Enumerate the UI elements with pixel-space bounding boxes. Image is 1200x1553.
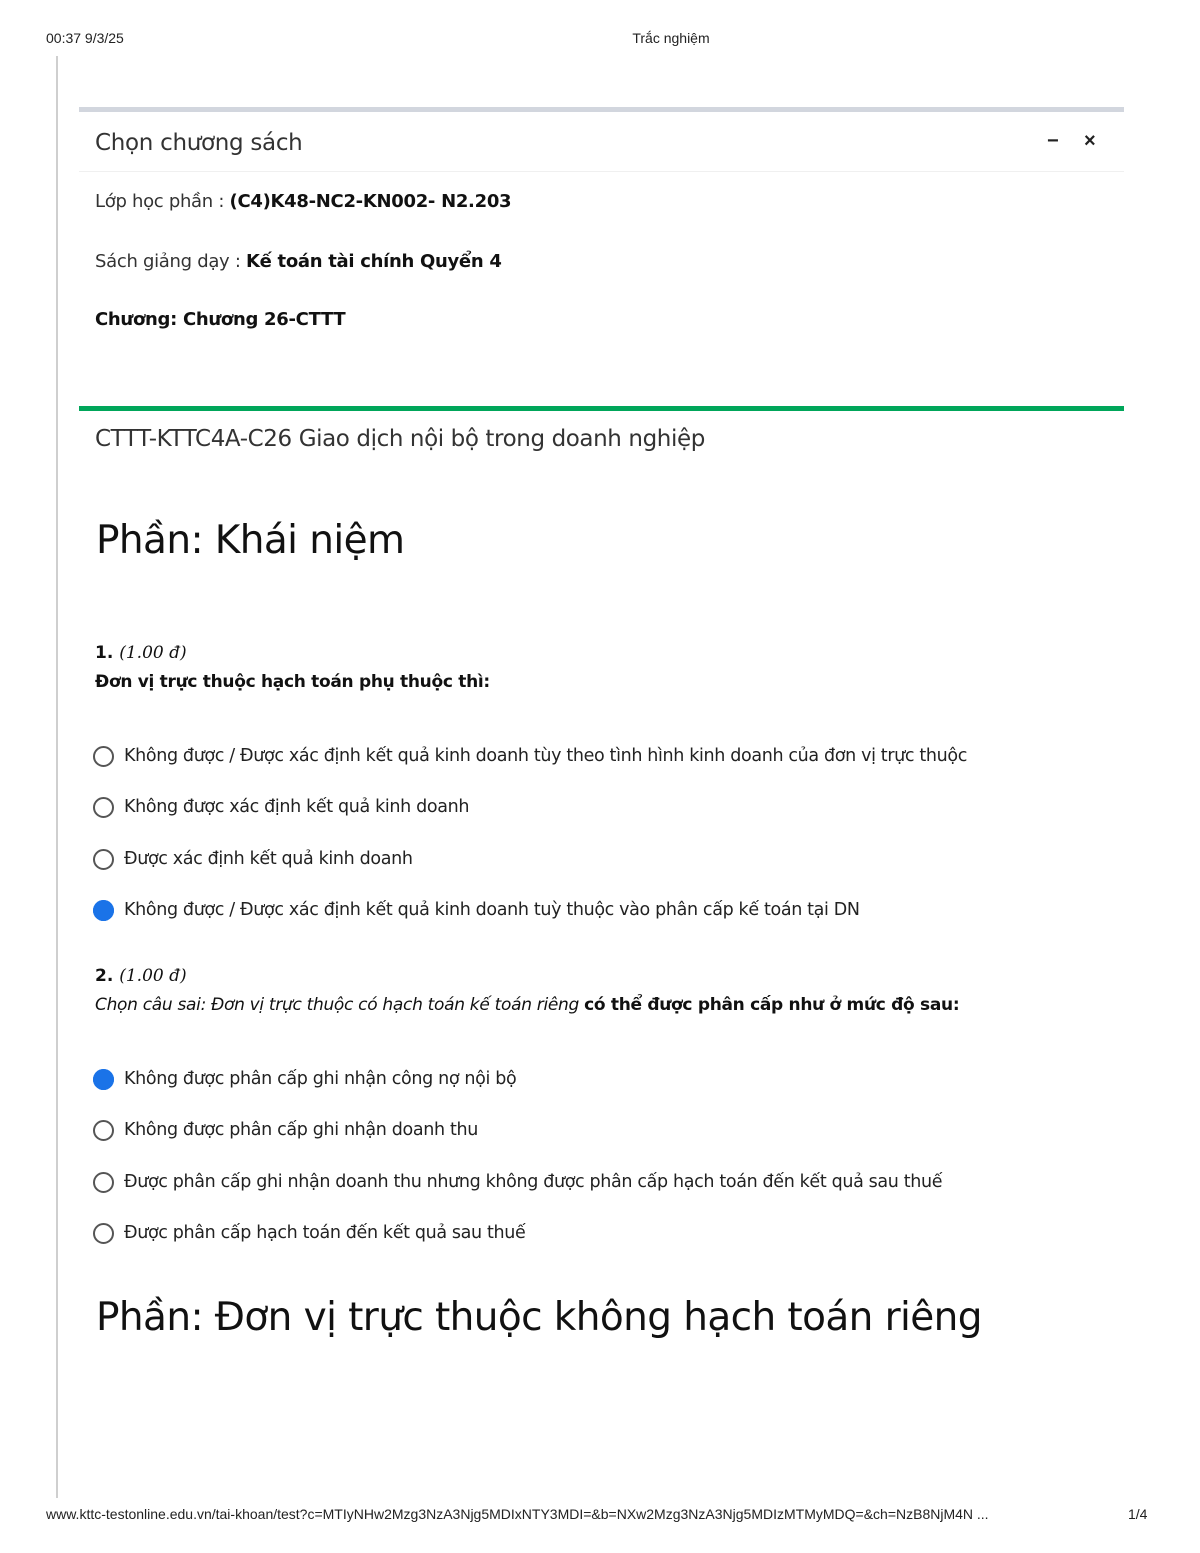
question-points: (1.00 đ) xyxy=(119,966,187,986)
left-border-line xyxy=(56,56,58,1498)
answer-label[interactable]: Được phân cấp ghi nhận doanh thu nhưng không được phân cấp hạch toán đến kết quả sau thuế xyxy=(124,1172,943,1192)
box-title: Chọn chương sách xyxy=(95,130,303,156)
page-number: 1/4 xyxy=(1128,1506,1148,1522)
answer-option[interactable] xyxy=(93,1118,478,1142)
box-header xyxy=(79,112,1124,172)
minimize-icon[interactable]: − xyxy=(1047,130,1059,152)
answer-label[interactable]: Được xác định kết quả kinh doanh xyxy=(124,849,413,869)
exam-box xyxy=(79,406,1124,452)
page-url: www.kttc-testonline.edu.vn/tai-khoan/test?c=MTIyNHw2Mzg3NzA3Njg5MDIxNTY3MDI=&b=NXw2Mzg3NzA3Njg5MDIzMTMyMDQ=&ch=NzB8NjM4N ... xyxy=(46,1506,989,1522)
radio-button[interactable] xyxy=(93,849,114,870)
book-label: Sách giảng dạy : xyxy=(95,251,247,272)
book-value: Kế toán tài chính Quyển 4 xyxy=(246,251,502,272)
close-icon[interactable]: × xyxy=(1084,130,1096,152)
print-footer xyxy=(0,1506,1200,1526)
class-info xyxy=(95,191,511,212)
question-text-bold: có thể được phân cấp như ở mức độ sau: xyxy=(584,995,960,1015)
radio-button[interactable] xyxy=(93,900,114,921)
answer-label[interactable]: Không được phân cấp ghi nhận doanh thu xyxy=(124,1120,478,1140)
answer-label[interactable]: Không được / Được xác định kết quả kinh doanh tùy theo tình hình kinh doanh của đơn vị trực thuộc xyxy=(124,746,968,766)
answer-option[interactable] xyxy=(93,1170,942,1194)
answer-option[interactable] xyxy=(93,744,967,768)
radio-button[interactable] xyxy=(93,1120,114,1141)
radio-button[interactable] xyxy=(93,1172,114,1193)
radio-button[interactable] xyxy=(93,1223,114,1244)
answer-option[interactable] xyxy=(93,1067,516,1091)
print-header xyxy=(0,30,1200,50)
chapter-select-box xyxy=(79,107,1124,330)
question-text: Đơn vị trực thuộc hạch toán phụ thuộc thì: xyxy=(95,672,490,692)
chapter-info xyxy=(95,309,345,330)
question-points: (1.00 đ) xyxy=(119,643,187,663)
book-info xyxy=(95,251,502,272)
answer-label[interactable]: Không được phân cấp ghi nhận công nợ nội bộ xyxy=(124,1069,517,1089)
question-text-italic: Chọn câu sai: Đơn vị trực thuộc có hạch toán kế toán riêng xyxy=(95,995,585,1015)
chapter-value: Chương 26-CTTT xyxy=(182,309,346,330)
answer-label[interactable]: Không được / Được xác định kết quả kinh doanh tuỳ thuộc vào phân cấp kế toán tại DN xyxy=(124,900,860,920)
exam-top-border xyxy=(79,406,1124,411)
print-timestamp: 00:37 9/3/25 xyxy=(46,30,124,46)
answer-option[interactable] xyxy=(93,1221,525,1245)
answer-option[interactable] xyxy=(93,795,469,819)
answer-label[interactable]: Được phân cấp hạch toán đến kết quả sau thuế xyxy=(124,1223,526,1243)
radio-button[interactable] xyxy=(93,746,114,767)
section-title: Phần: Khái niệm xyxy=(96,518,405,563)
answer-option[interactable] xyxy=(93,898,860,922)
section-title: Phần: Đơn vị trực thuộc không hạch toán riêng xyxy=(96,1295,982,1340)
class-value: (C4)K48-NC2-KN002- N2.203 xyxy=(229,191,512,212)
radio-button[interactable] xyxy=(93,1069,114,1090)
answer-option[interactable] xyxy=(93,847,413,871)
class-label: Lớp học phần : xyxy=(95,191,230,212)
print-page-title: Trắc nghiệm xyxy=(632,30,710,46)
answer-label[interactable]: Không được xác định kết quả kinh doanh xyxy=(124,797,470,817)
question-number: 1. (1.00 đ) xyxy=(95,643,187,663)
radio-button[interactable] xyxy=(93,797,114,818)
question-number: 2. (1.00 đ) xyxy=(95,966,187,986)
exam-title: CTTT-KTTC4A-C26 Giao dịch nội bộ trong doanh nghiệp xyxy=(95,426,705,452)
chapter-label: Chương: xyxy=(95,309,183,330)
question-text xyxy=(95,995,959,1015)
